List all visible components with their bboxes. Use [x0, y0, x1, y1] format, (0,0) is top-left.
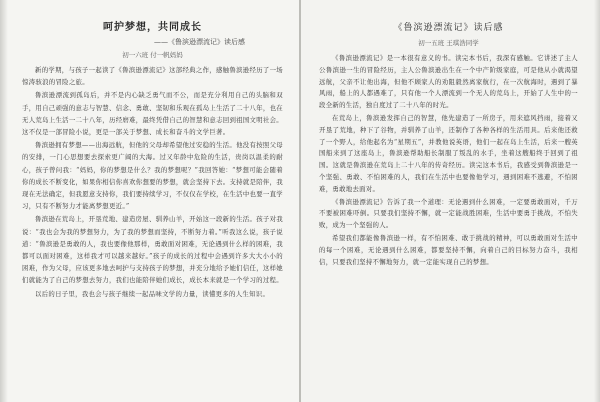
page-shadow	[594, 0, 600, 402]
paragraph: 以后的日子里，我也会与孩子继续一起品味文学的力量，读懂更多的人生知识。	[35, 289, 270, 298]
page-shadow	[0, 0, 8, 402]
essay-title: 《鲁滨逊漂流记》读后感	[393, 23, 504, 33]
paragraph: 鲁滨逊拥有梦想——出海远航，但他的父母却希望他过安稳的生活。他没有按照父母的安排，一门心思想要去探索更广阔的大海。过又年龄中危险的生活，贵岗以温柔的耐心，孩子曾问我：“妈妈，你的梦想是什么？我的梦想呢？”我回答她：“梦想可能会随着你的成长不断变化，如果你相信你喜欢你想要的梦想，就会坚持下去。支持就是陪伴，我现在无法确定，但我愿意支持你，我们要持续学习，不仅仅在学校，在生活中也要一直学习，只有不断努力才能离梦想更近。”	[22, 141, 283, 211]
paragraph: 希望我们都能像鲁滨逊一样，有不怕困难、敢于挑战的精神，可以勇敢面对生活中的每一个困难，无论遇到什么困难，都要坚持不懈，向着自己的目标努力奋斗，我相信，只要我们坚持不懈地努力，就一定能实现自己的梦想。	[319, 233, 578, 266]
essay-subtitle: ——《鲁滨逊漂流记》读后感	[154, 38, 245, 46]
paragraph: 鲁滨逊在荒岛上，开垦荒地、建造房屋、驯养山羊，开始这一段新的生活。孩子对我说：“我也会为我的梦想努力，为了我的梦想而坚持，不断努力着。”听我这么说，孩子说道：“鲁滨逊是勇敢的人，我也要像他那样，勇敢面对困难，无论遇到什么样的困难，我都可以面对困难，这样我才可以越来越好。”孩子的成长的过程中会遇到许多大大小小的困难，作为父母，应该更多地去呵护与支持孩子的梦想，并充分地给予她们信任，这样她们就能为了自己的梦想去努力，我们也能陪伴她们成长，成长本来就是一个学习的过程。	[22, 215, 283, 285]
essay-title: 呵护梦想，共同成长	[103, 22, 202, 33]
paragraph: 在荒岛上，鲁滨逊发挥自己的智慧，他先建造了一所房子，用来遮风挡雨，接着又开垦了荒地，种下了谷物，并驯养了山羊，还制作了各种各样的生活用具。后来他还救了一个野人，给他起名为“星期五”，并教他说英语，他们一起在岛上生活，后来一艘英国船来到了这座岛上，鲁滨逊帮助船长制服了叛乱的水手，坐着这艘船终于回到了祖国。这就是鲁滨逊在荒岛上二十八年的传奇经历。读完这本书后，我感受到鲁滨逊是一个坚强、勇敢、不怕困难的人，我们在生活中也要像他学习，遇到困难不逃避，不怕困难，勇敢地去面对。	[319, 113, 578, 193]
right-page	[301, 0, 600, 402]
left-page	[0, 0, 299, 402]
paragraph: 鲁滨逊漂流到孤岛后，并不是内心缺乏勇气而不公，而是充分利用自己的头脑和双手，用自己顽强的意志与智慧、信念、勇敢、坚韧和乐观在孤岛上生活了二十八年，也在无人荒岛上生活一二十八年，历经磨难，最终凭借自己的智慧和意志回到祖国文明社会。这不仅是一部冒险小说，更是一部关于梦想、成长和奋斗的文学巨著。	[22, 91, 283, 137]
paragraph: 新的学期，与孩子一起读了《鲁滨逊漂流记》这部经典之作，感触鲁滨逊经历了一场惊涛骇浪的冒险之旅。	[22, 66, 283, 87]
paragraph: 《鲁滨逊漂流记》告诉了我一个道理：无论遇到什么困难，一定要勇敢面对，千万不要被困难吓倒。只要我们坚持不懈，就一定能战胜困难，生活中要勇于挑战，不怕失败，成为一个坚强的人。	[319, 197, 578, 230]
paragraph: 《鲁滨逊漂流记》是一本很有意义的书。读完本书后，我深有感触。它讲述了主人公鲁滨逊一生的冒险经历，主人公鲁滨逊出生在一个中产阶级家庭，可是他从小就渴望远航，父亲不让他出海，但他不顾家人的劝阻毅然离家航行，在一次航海时，遇到了暴风雨，船上的人都遇难了，只有他一个人漂流到一个无人的荒岛上，开始了人生中的一段全新的生活，独自度过了二十八年的时光。	[319, 54, 578, 110]
essay-author: 初一五班 王琪浩同学	[418, 39, 479, 47]
essay-author: 初一六班 付一帆妈妈	[122, 51, 183, 59]
